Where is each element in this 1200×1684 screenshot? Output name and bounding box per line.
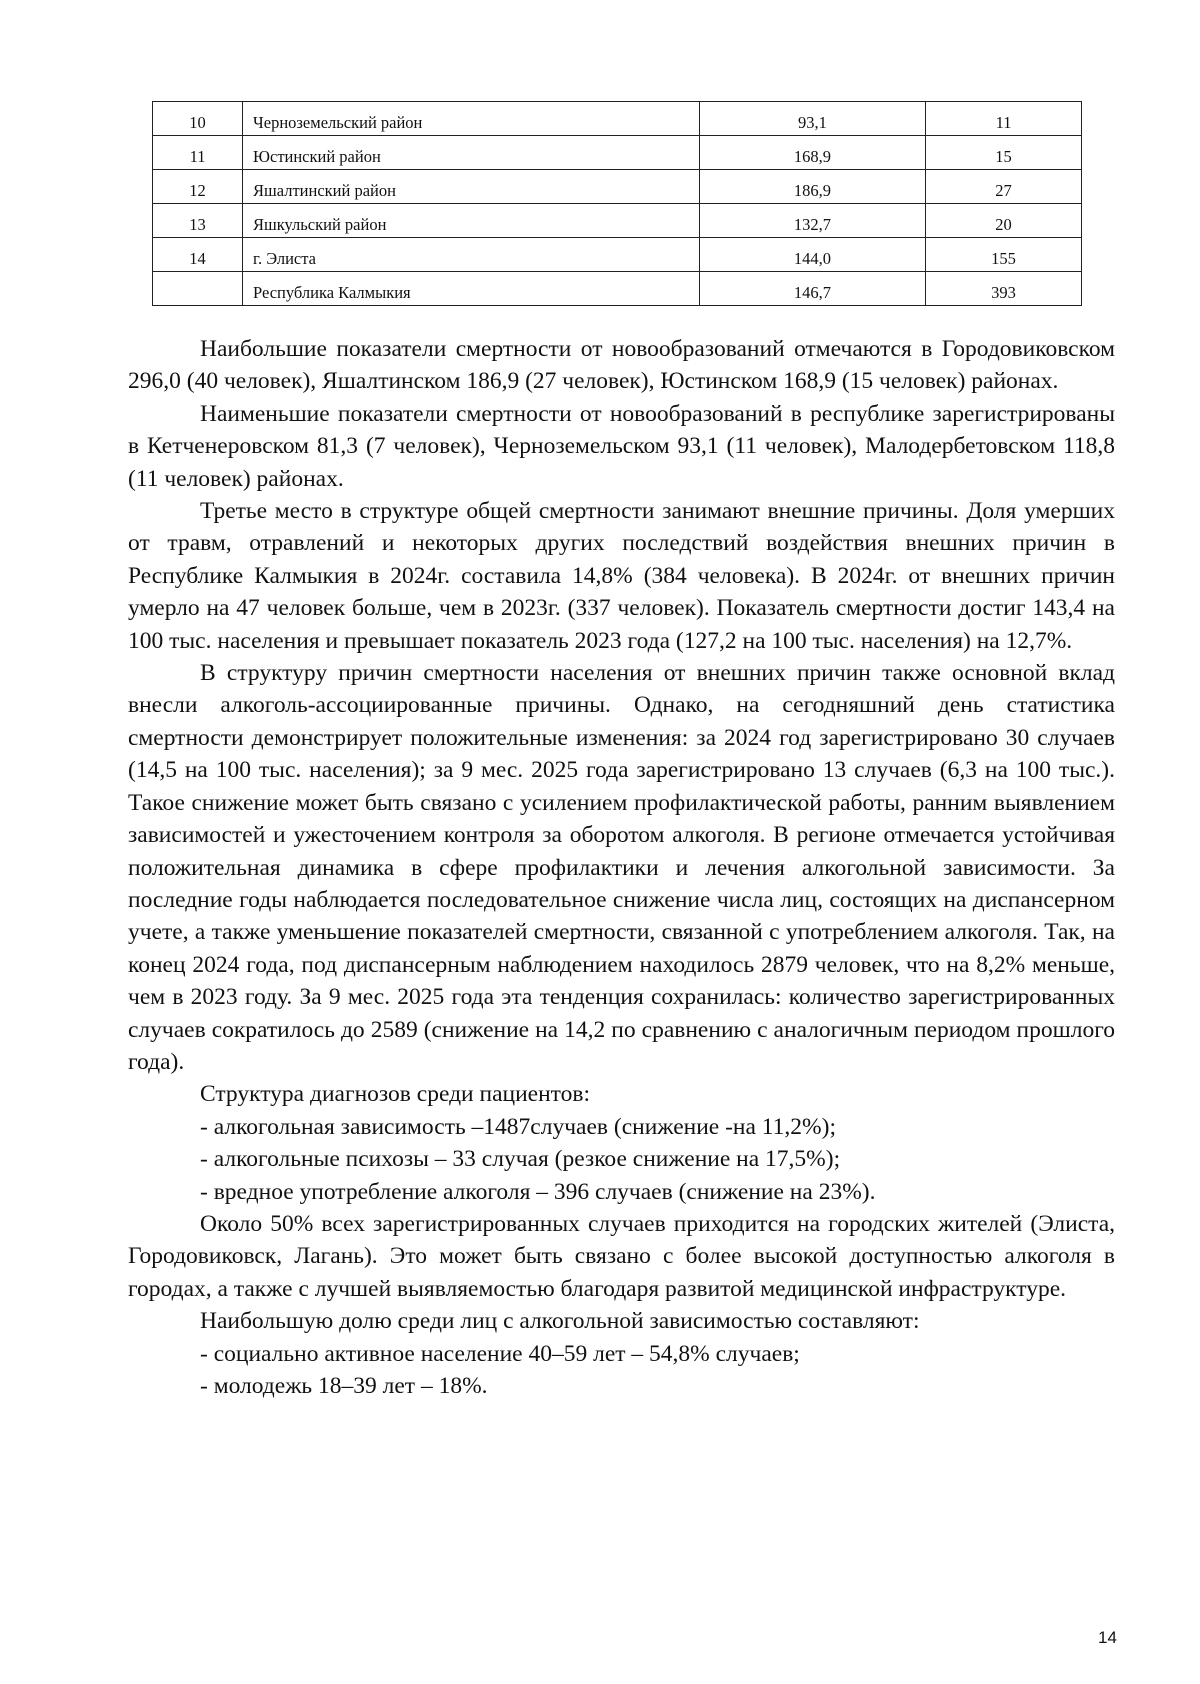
structure-heading: Структура диагнозов среди пациентов: xyxy=(200,1081,590,1108)
structure-item: - вредное употребление алкоголя – 396 случаев (снижение на 23%). xyxy=(200,1178,876,1205)
death-count: 393 xyxy=(926,272,1082,306)
mortality-rate: 146,7 xyxy=(699,272,925,306)
mortality-table-body xyxy=(153,102,1082,306)
page-number: 14 xyxy=(1098,1628,1117,1647)
paragraph-external-causes: Третье место в структуре общей смертности занимают внешние причины. Доля умерших от травм, отравлений и некоторых других последствий воздействия внешних причин в Республике Калмыкия в 2024г. составила 14,8% (384 человека). В 2024г. от внешних причин умерло на 47 человек больше, чем в 2023г. (337 человек). Показатель смертности достиг 143,4 на 100 тыс. населения и превышает показатель 2023 года (127,2 на 100 тыс. населения) на 12,7%. xyxy=(128,498,1115,654)
row-number: 13 xyxy=(153,204,243,238)
mortality-table xyxy=(152,101,1082,306)
mortality-rate: 93,1 xyxy=(699,102,925,136)
table-row xyxy=(153,238,1082,272)
death-count: 11 xyxy=(926,102,1082,136)
age-item: - молодежь 18–39 лет – 18%. xyxy=(200,1373,488,1399)
mortality-rate: 144,0 xyxy=(699,238,925,272)
district-name: Яшалтинский район xyxy=(243,170,700,204)
row-number: 10 xyxy=(153,102,243,136)
structure-item: - алкогольная зависимость –1487случаев (снижение -на 11,2%); xyxy=(200,1113,836,1140)
age-heading: Наибольшую долю среди лиц с алкогольной зависимостью составляют: xyxy=(200,1308,920,1335)
row-number: 12 xyxy=(153,170,243,204)
row-number: 14 xyxy=(153,238,243,272)
district-name: Черноземельский район xyxy=(243,102,700,136)
district-name: Юстинский район xyxy=(243,136,700,170)
row-number: 11 xyxy=(153,136,243,170)
table-row xyxy=(153,170,1082,204)
table-row-total xyxy=(153,272,1082,306)
death-count: 15 xyxy=(926,136,1082,170)
paragraph-neoplasm-lowest: Наименьшие показатели смертности от новообразований в республике зарегистрированы в Кетченеровском 81,3 (7 человек), Черноземельском 93,1 (11 человек), Малодербетовском 118,8 (11 человек) районах. xyxy=(128,400,1115,492)
age-item: - социально активное население 40–59 лет – 54,8% случаев; xyxy=(200,1340,800,1367)
paragraph-neoplasm-highest: Наибольшие показатели смертности от новообразований отмечаются в Городовиковском 296,0 (40 человек), Яшалтинском 186,9 (27 человек), Юстинском 168,9 (15 человек) районах. xyxy=(128,336,1115,395)
mortality-rate: 186,9 xyxy=(699,170,925,204)
district-name: Яшкульский район xyxy=(243,204,700,238)
paragraph-alcohol: В структуру причин смертности населения от внешних причин также основной вклад внесли алкоголь-ассоциированные причины. Однако, на сегодняшний день статистика смертности демонстрирует положительные изменения: за 2024 год зарегистрировано 30 случаев (14,5 на 100 тыс. населения); за 9 мес. 2025 года зарегистрировано 13 случаев (6,3 на 100 тыс.). Такое снижение может быть связано с усилением профилактической работы, ранним выявлением зависимостей и ужесточением контроля за оборотом алкоголя. В регионе отмечается устойчивая положительная динамика в сфере профилактики и лечения алкогольной зависимости. За последние годы наблюдается последовательное снижение числа лиц, состоящих на диспансерном учете, а также уменьшение показателей смертности, связанной с употреблением алкоголя. Так, на конец 2024 года, под диспансерным наблюдением находилось 2879 человек, что на 8,2% меньше, чем в 2023 году. За 9 мес. 2025 года эта тенденция сохранилась: количество зарегистрированных случаев сократилось до 2589 (снижение на 14,2 по сравнению с аналогичным периодом прошлого года). xyxy=(128,660,1115,1075)
row-number xyxy=(153,272,243,306)
paragraph-urban: Около 50% всех зарегистрированных случаев приходится на городских жителей (Элиста, Городовиковск, Лагань). Это может быть связано с более высокой доступностью алкоголя в городах, а также с лучшей выявляемостью благодаря развитой медицинской инфраструктуре. xyxy=(128,1210,1115,1302)
mortality-rate: 168,9 xyxy=(699,136,925,170)
structure-item: - алкогольные психозы – 33 случая (резкое снижение на 17,5%); xyxy=(200,1146,841,1173)
district-name: Республика Калмыкия xyxy=(243,272,700,306)
district-name: г. Элиста xyxy=(243,238,700,272)
death-count: 20 xyxy=(926,204,1082,238)
body-text xyxy=(128,333,1115,1402)
death-count: 155 xyxy=(926,238,1082,272)
table-row xyxy=(153,136,1082,170)
table-row xyxy=(153,204,1082,238)
table-row xyxy=(153,102,1082,136)
mortality-rate: 132,7 xyxy=(699,204,925,238)
death-count: 27 xyxy=(926,170,1082,204)
